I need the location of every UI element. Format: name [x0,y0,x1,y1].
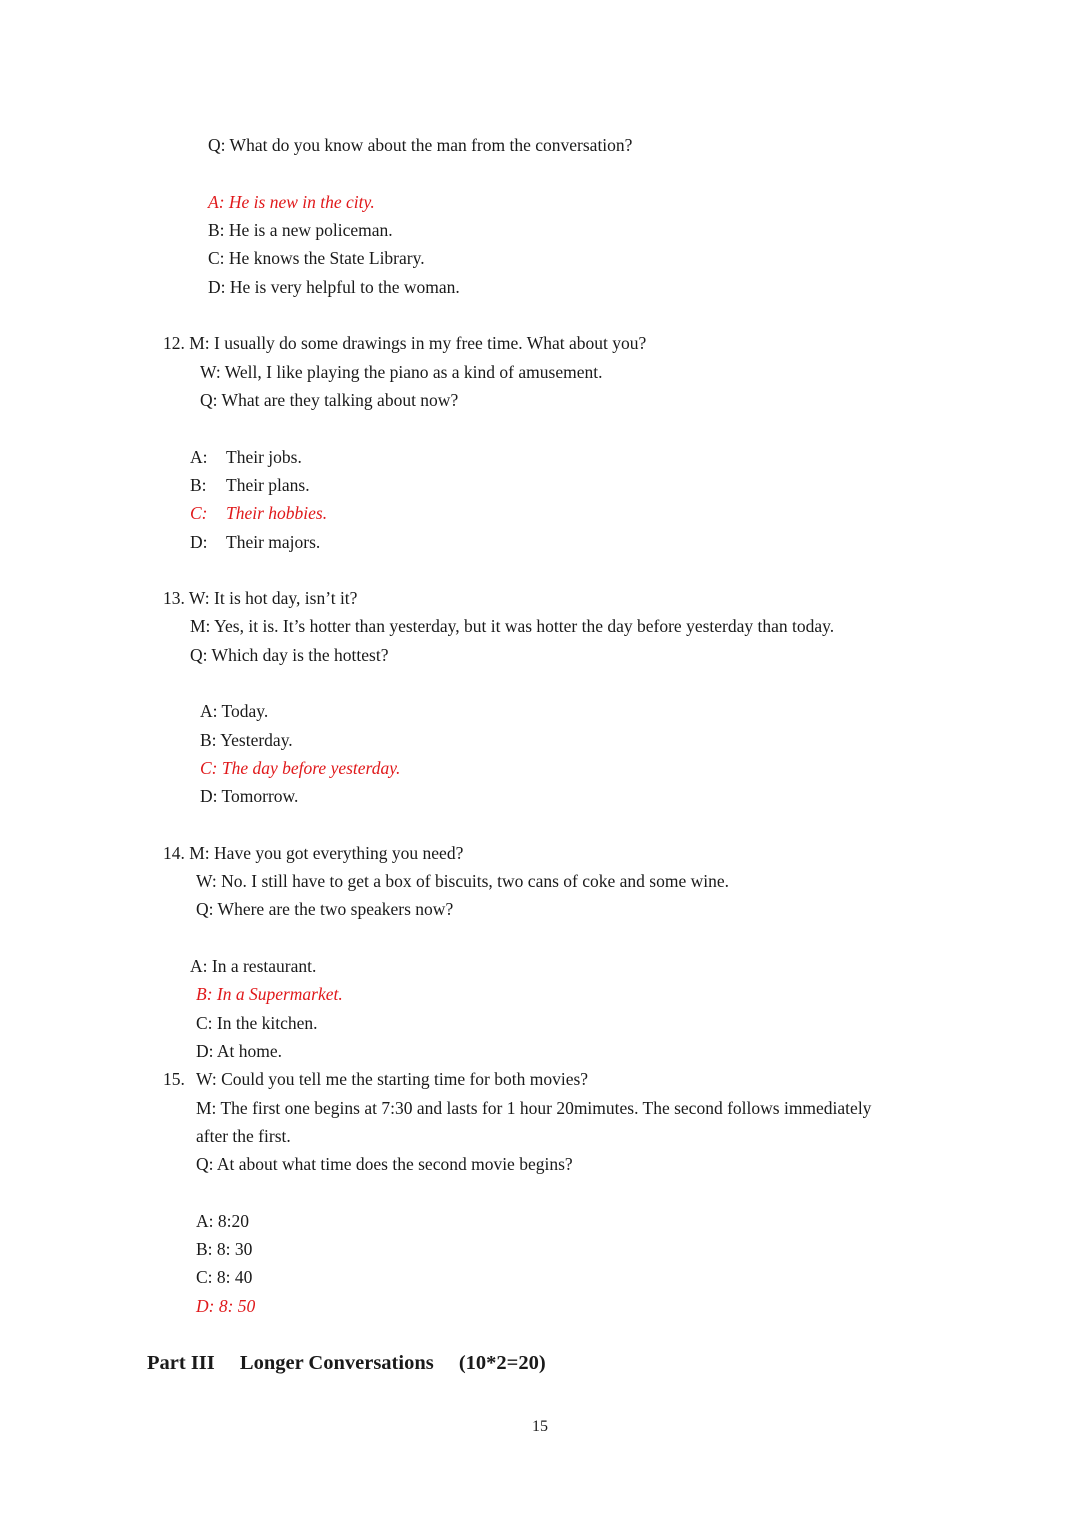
q13-line-m: M: Yes, it is. It’s hotter than yesterday, but it was hotter the day before yesterday than today. [190,616,835,636]
q13-option-c-correct: C: The day before yesterday. [200,758,401,778]
q14-line-q: Q: Where are the two speakers now? [196,899,454,919]
q12-option-a-text: Their jobs. [226,447,302,467]
q12-option-c-correct [190,502,327,524]
q11-option-d: D: He is very helpful to the woman. [208,277,460,297]
q13-line-q: Q: Which day is the hottest? [190,645,389,665]
q12-option-a-label: A: [190,447,208,467]
q15-option-d-correct: D: 8: 50 [196,1296,256,1316]
q12-line-q: Q: What are they talking about now? [200,390,459,410]
q13-option-a: A: Today. [200,701,269,721]
q12-option-b-label: B: [190,475,207,495]
q12-option-d [190,531,320,553]
q11-question: Q: What do you know about the man from the conversation? [208,135,633,155]
q15-line-q: Q: At about what time does the second movie begins? [196,1154,573,1174]
q15-number: 15. [163,1069,185,1089]
q12-option-c-text: Their hobbies. [226,503,328,523]
q11-option-c: C: He knows the State Library. [208,248,425,268]
q12-option-a [190,446,302,468]
q15-line-m-cont: after the first. [196,1126,291,1146]
part3-heading [147,1350,546,1376]
page-number: 15 [532,1418,548,1435]
q15-option-c: C: 8: 40 [196,1267,253,1287]
q13-line-w: 13. W: It is hot day, isn’t it? [163,588,358,608]
q15-option-b: B: 8: 30 [196,1239,253,1259]
q12-option-c-label: C: [190,503,208,523]
q15-line-w: W: Could you tell me the starting time for both movies? [196,1069,589,1089]
q12-option-b-text: Their plans. [226,475,310,495]
q11-option-a-correct: A: He is new in the city. [208,192,375,212]
q12-line-w: W: Well, I like playing the piano as a kind of amusement. [200,362,603,382]
q12-option-d-label: D: [190,532,208,552]
q12-option-d-text: Their majors. [226,532,321,552]
q14-option-b-correct: B: In a Supermarket. [196,984,343,1004]
q14-line-w: W: No. I still have to get a box of biscuits, two cans of coke and some wine. [196,871,729,891]
q14-option-a: A: In a restaurant. [190,956,317,976]
q15-line-m: M: The first one begins at 7:30 and lasts for 1 hour 20mimutes. The second follows immediately [196,1098,872,1118]
q15-option-a: A: 8:20 [196,1211,249,1231]
q14-option-d: D: At home. [196,1041,283,1061]
part3-title: Longer Conversations [239,1352,434,1374]
part3-label: Part III [147,1352,215,1374]
q13-option-b: B: Yesterday. [200,730,293,750]
part3-score: (10*2=20) [458,1352,546,1374]
q13-option-d: D: Tomorrow. [200,786,299,806]
q12-line-m: 12. M: I usually do some drawings in my free time. What about you? [163,333,647,353]
q11-option-b: B: He is a new policeman. [208,220,393,240]
q12-option-b [190,474,310,496]
q14-line-m: 14. M: Have you got everything you need? [163,843,464,863]
q14-option-c: C: In the kitchen. [196,1013,318,1033]
